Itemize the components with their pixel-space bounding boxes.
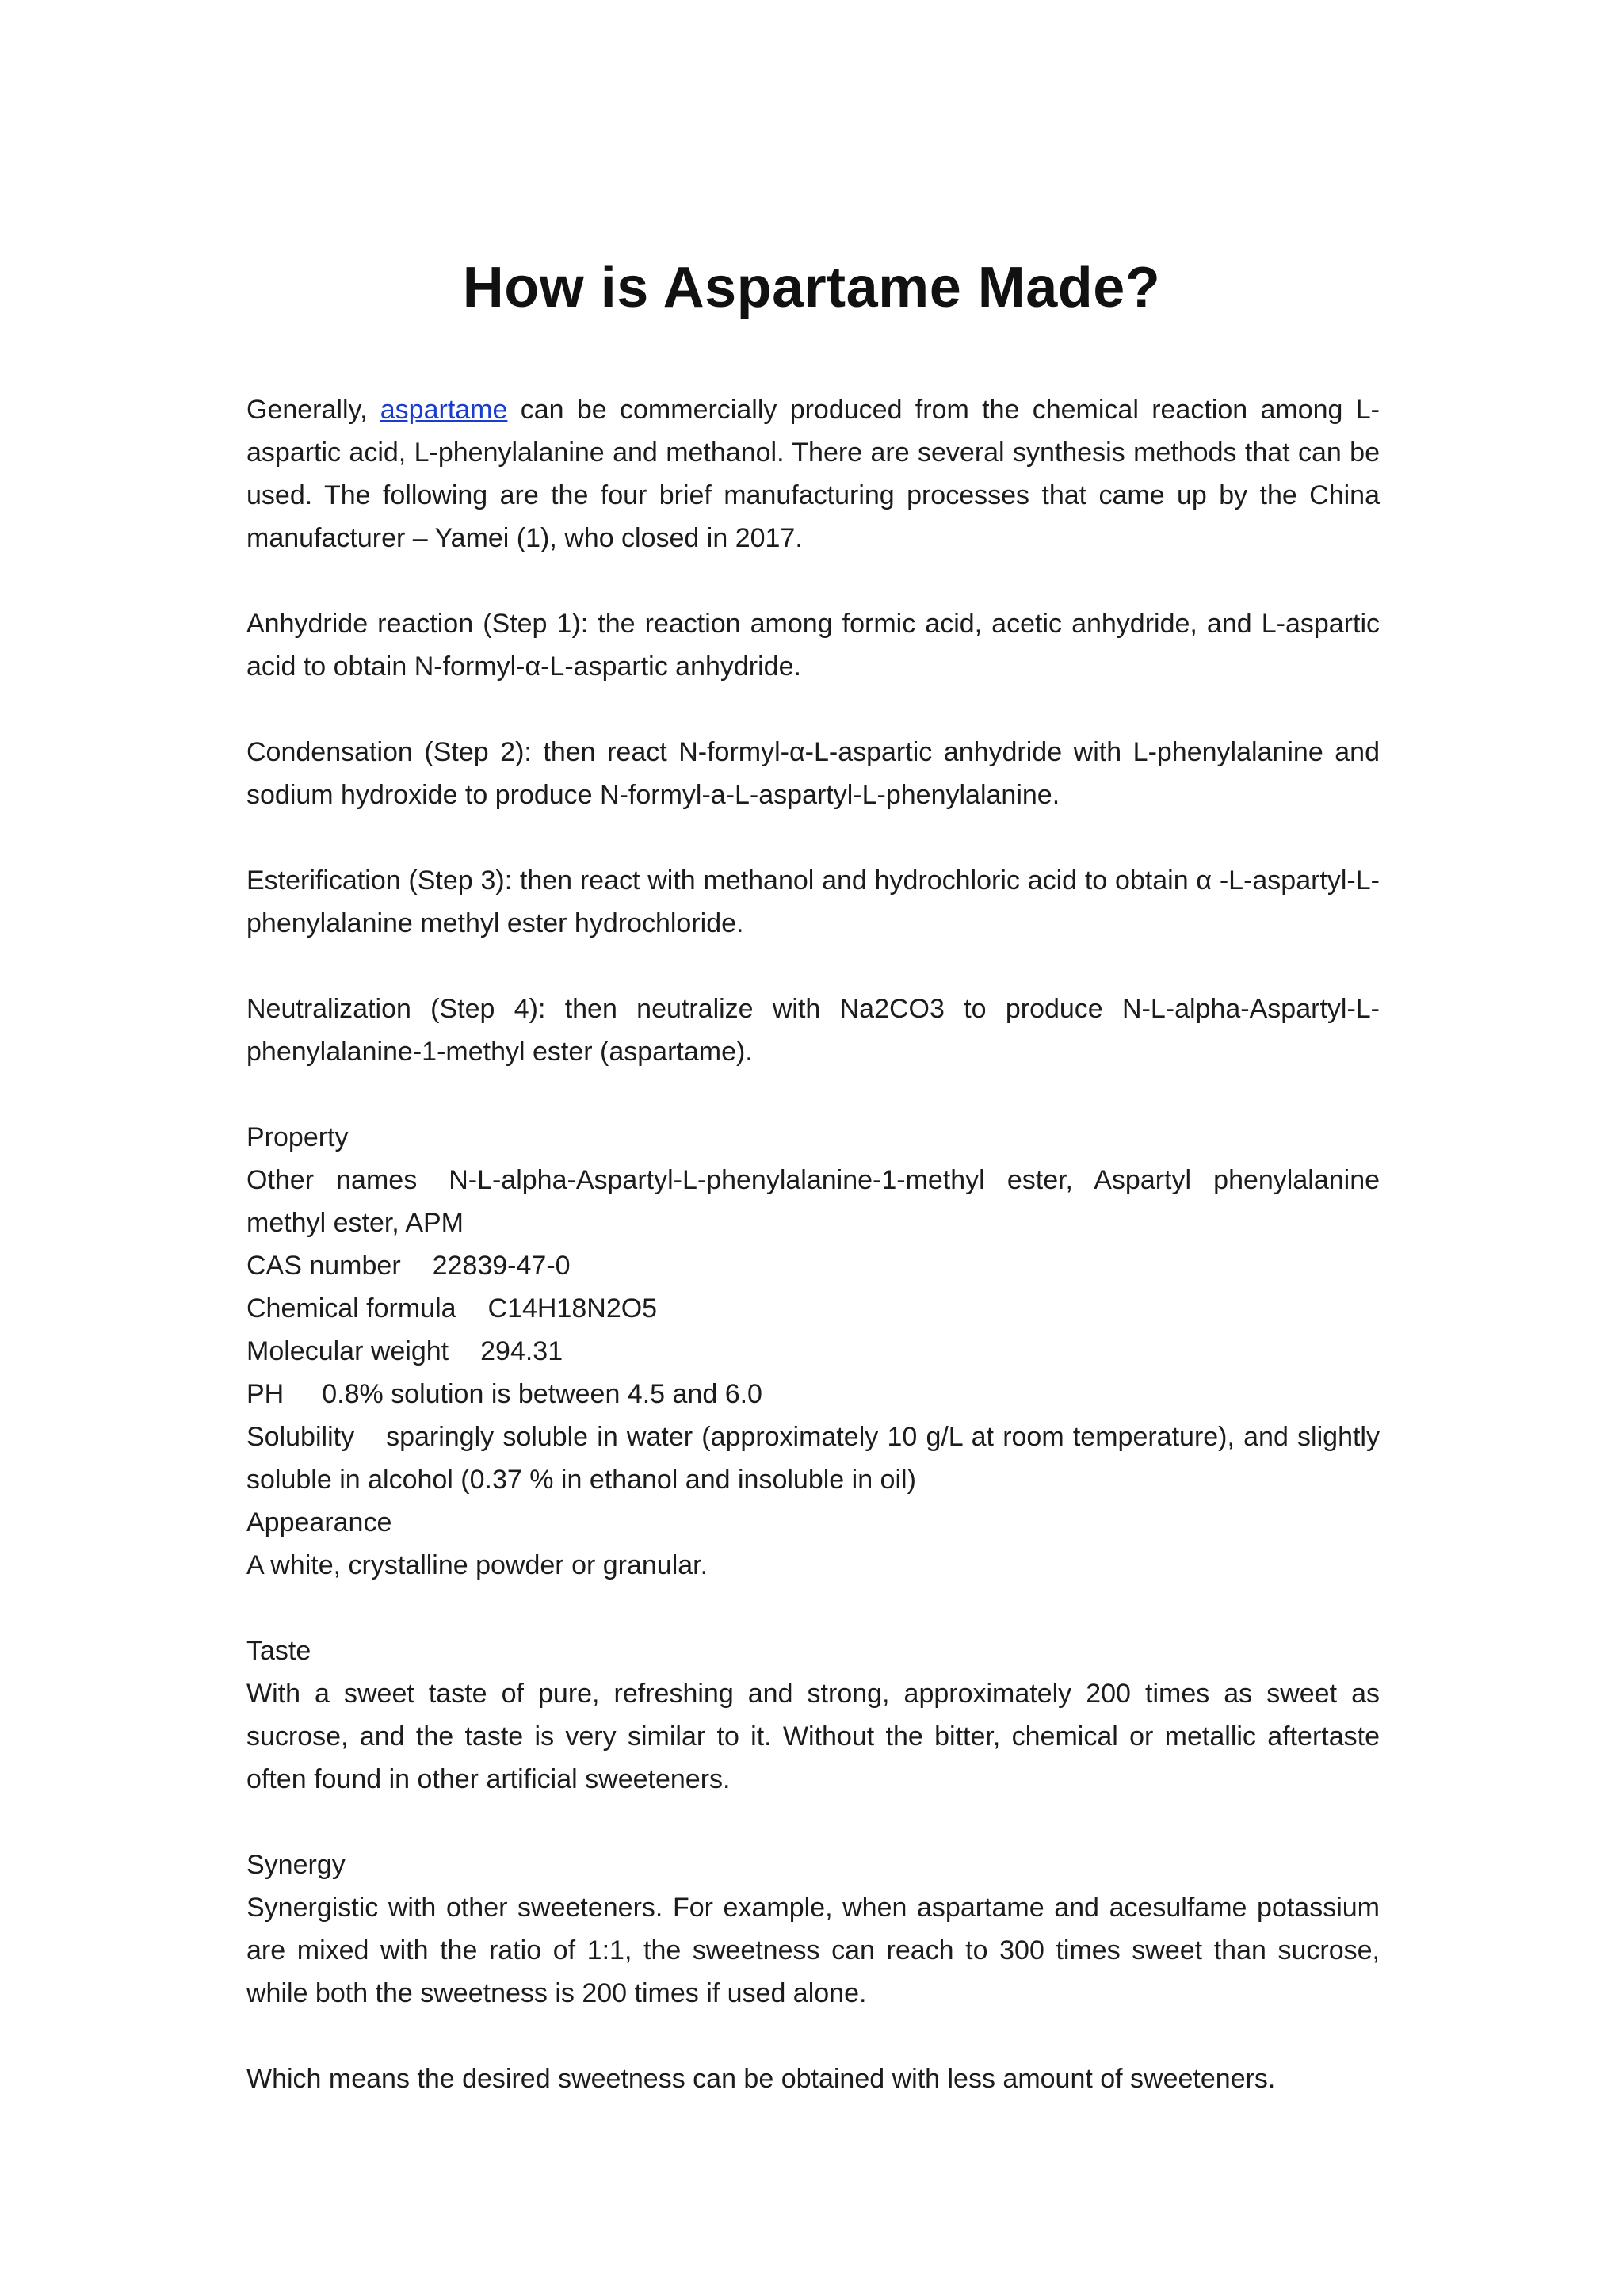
closing-paragraph: Which means the desired sweetness can be obtained with less amount of sweeteners. <box>246 2064 1276 2094</box>
formula-value: C14H18N2O5 <box>487 1293 658 1324</box>
intro-paragraph <box>246 388 1380 560</box>
cas-label: CAS number <box>246 1251 401 1281</box>
other-names-label: Other names <box>246 1165 418 1195</box>
cas-value: 22839-47-0 <box>432 1251 571 1281</box>
step-4-paragraph: Neutralization (Step 4): then neutralize with Na2CO3 to produce N-L-alpha-Aspartyl-L-phenylalanine-1-methyl ester (aspartame). <box>246 994 1380 1067</box>
weight-row <box>246 1330 1380 1373</box>
ph-value: 0.8% solution is between 4.5 and 6.0 <box>322 1379 762 1409</box>
aspartame-link[interactable]: aspartame <box>380 395 508 425</box>
weight-value: 294.31 <box>480 1336 563 1366</box>
formula-row <box>246 1287 1380 1330</box>
synergy-heading: Synergy <box>246 1850 346 1880</box>
weight-label: Molecular weight <box>246 1336 449 1366</box>
other-names-value: N-L-alpha-Aspartyl-L-phenylalanine-1-methyl ester, Aspartyl phenylalanine methyl ester, APM <box>246 1165 1381 1238</box>
ph-label: PH <box>246 1379 285 1409</box>
appearance-heading: Appearance <box>246 1507 392 1538</box>
article-body <box>246 388 1380 2100</box>
solubility-value: sparingly soluble in water (approximately 10 g/L at room temperature), and slightly soluble in alcohol (0.37 % in ethanol and insoluble in oil) <box>246 1422 1380 1495</box>
solubility-label: Solubility <box>246 1422 355 1452</box>
intro-suffix: can be commercially produced from the chemical reaction among L-aspartic acid, L-phenylalanine and methanol. There are several synthesis methods that can be used. The following are the four brief manufacturing processes that came up by the China manufacturer – Yamei (1), who closed in 2017. <box>246 395 1380 553</box>
page-title: How is Aspartame Made? <box>462 256 1161 319</box>
synergy-paragraph: Synergistic with other sweeteners. For example, when aspartame and acesulfame potassium are mixed with the ratio of 1:1, the sweetness can reach to 300 times sweet than sucrose, while both the sweetness is 200 times if used alone. <box>246 1893 1380 2008</box>
ph-row <box>246 1373 1380 1415</box>
cas-row <box>246 1244 1380 1287</box>
intro-prefix: Generally, <box>246 395 380 425</box>
solubility-row <box>246 1415 1380 1501</box>
step-1-paragraph: Anhydride reaction (Step 1): the reaction among formic acid, acetic anhydride, and L-aspartic acid to obtain N-formyl-α-L-aspartic anhydride. <box>246 609 1380 682</box>
other-names-row <box>246 1159 1380 1244</box>
appearance-value: A white, crystalline powder or granular. <box>246 1550 708 1580</box>
taste-paragraph: With a sweet taste of pure, refreshing and strong, approximately 200 times as sweet as sucrose, and the taste is very similar to it. Without the bitter, chemical or metallic aftertaste often found in other artificial sweeteners. <box>246 1679 1380 1794</box>
step-3-paragraph: Esterification (Step 3): then react with methanol and hydrochloric acid to obtain α -L-aspartyl-L-phenylalanine methyl ester hydrochloride. <box>246 865 1380 938</box>
taste-heading: Taste <box>246 1636 311 1666</box>
property-heading: Property <box>246 1122 349 1152</box>
step-2-paragraph: Condensation (Step 2): then react N-formyl-α-L-aspartic anhydride with L-phenylalanine and sodium hydroxide to produce N-formyl-a-L-aspartyl-L-phenylalanine. <box>246 737 1380 810</box>
formula-label: Chemical formula <box>246 1293 456 1324</box>
